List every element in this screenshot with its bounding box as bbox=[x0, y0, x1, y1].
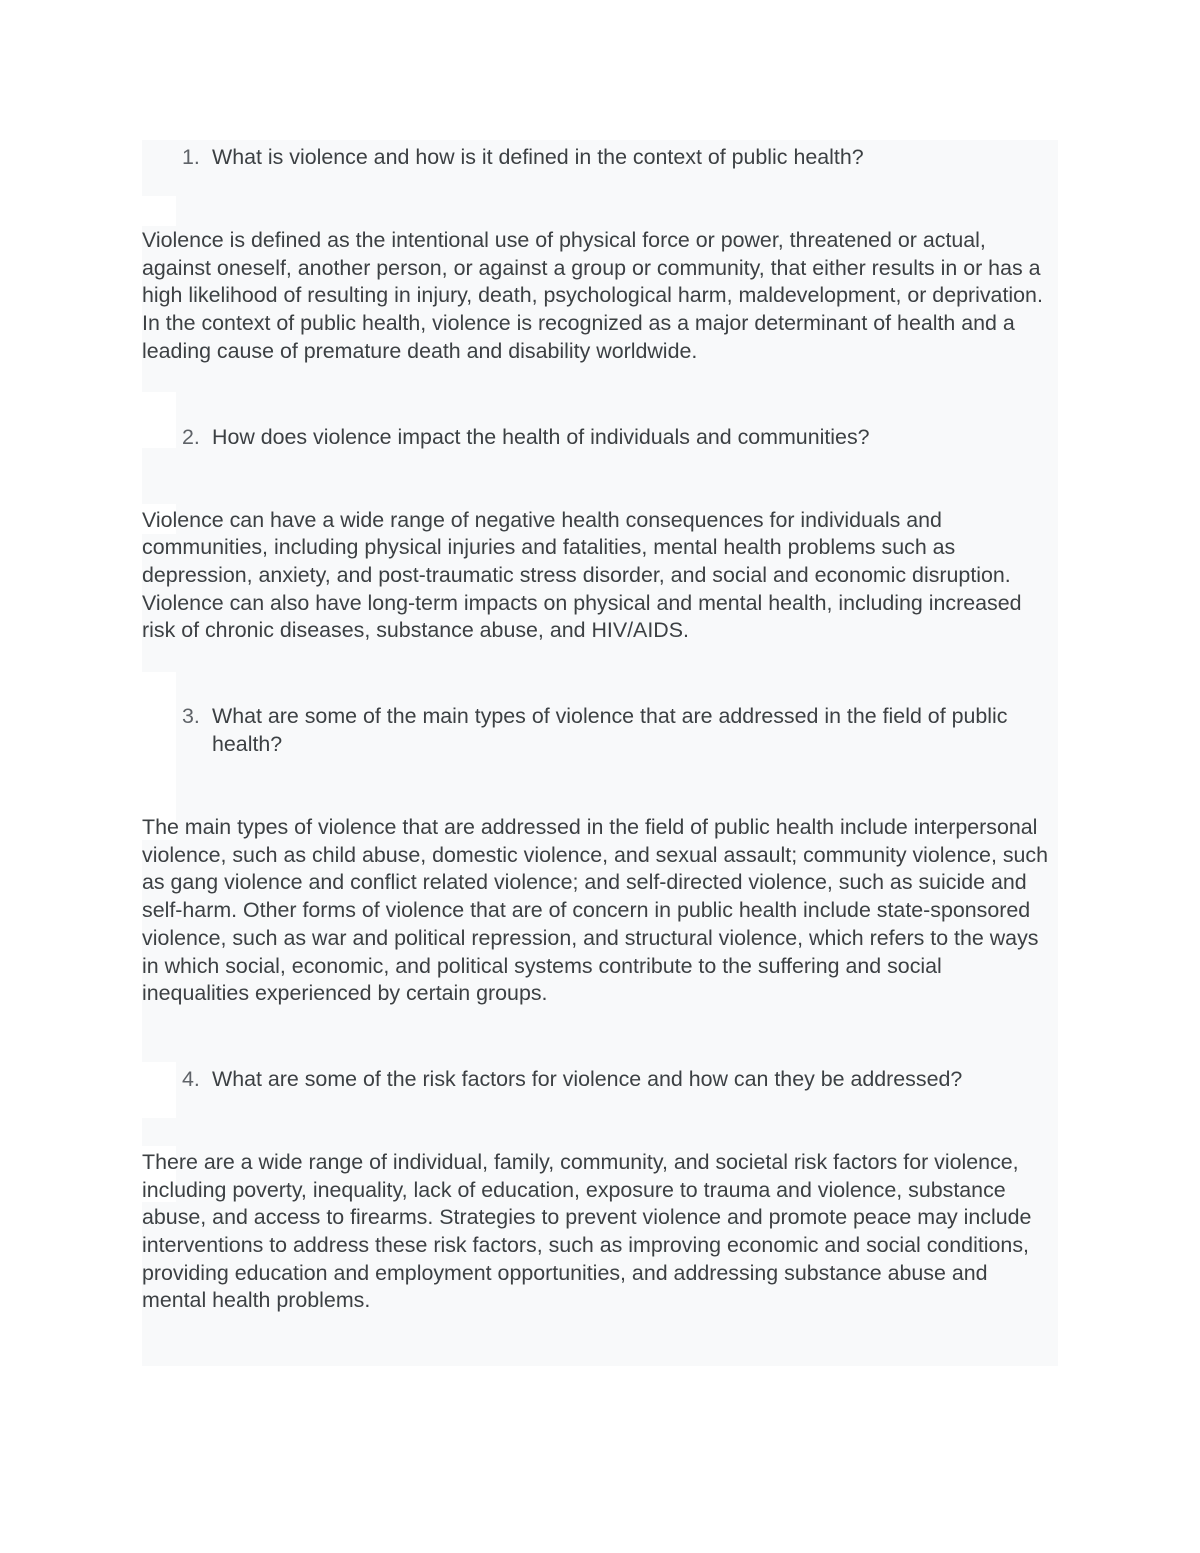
question-number: 2. bbox=[182, 424, 200, 449]
question-text: What are some of the main types of violence that are addressed in the field of public health? bbox=[212, 704, 1008, 757]
answer-paragraph: Violence can have a wide range of negative health consequences for individuals and communities, including physical injuries and fatalities, mental health problems such as depression, anxiety, and post-traumatic stress disorder, and social and economic disruption. Violence can also have long-term impacts on physical and mental health, including increased risk of chronic diseases, substance abuse, and HIV/AIDS. bbox=[142, 507, 1022, 643]
question bbox=[142, 143, 1058, 171]
qa-item bbox=[142, 423, 1058, 646]
question-text: What are some of the risk factors for violence and how can they be addressed? bbox=[212, 1066, 963, 1091]
qa-item bbox=[142, 1065, 1058, 1315]
qa-item bbox=[142, 140, 1058, 366]
document-content bbox=[142, 140, 1058, 1315]
question-number: 3. bbox=[182, 704, 200, 729]
question-number: 1. bbox=[182, 145, 200, 169]
qa-item bbox=[142, 702, 1058, 1008]
question bbox=[142, 702, 1058, 758]
answer-paragraph: The main types of violence that are addressed in the field of public health include interpersonal violence, such as child abuse, domestic violence, and sexual assault; community violence, such as gang violence and conflict related violence; and self-directed violence, such as suicide and self-harm. Other forms of violence that are of concern in public health include state-sponsored violence, such as war and political repression, and structural violence, which refers to the ways in which social, economic, and political systems contribute to the suffering and social inequalities experienced by certain groups. bbox=[142, 815, 1049, 1006]
question-text: How does violence impact the health of individuals and communities? bbox=[212, 424, 870, 449]
question bbox=[142, 1065, 1058, 1093]
question bbox=[142, 423, 1058, 451]
answer-paragraph: Violence is defined as the intentional use of physical force or power, threatened or actual, against oneself, another person, or against a group or community, that either results in or has a high likelihood of resulting in injury, death, psychological harm, maldevelopment, or deprivation. In the context of public health, violence is recognized as a major determinant of health and a leading cause of premature death and disability worldwide. bbox=[142, 228, 1043, 363]
question-text: What is violence and how is it defined in the context of public health? bbox=[212, 145, 864, 169]
answer-paragraph: There are a wide range of individual, family, community, and societal risk factors for violence, including poverty, inequality, lack of education, exposure to trauma and violence, substance abuse, and access to firearms. Strategies to prevent violence and promote peace may include interventions to address these risk factors, such as improving economic and social conditions, providing education and employment opportunities, and addressing substance abuse and mental health problems. bbox=[142, 1149, 1032, 1313]
question-number: 4. bbox=[182, 1066, 200, 1091]
